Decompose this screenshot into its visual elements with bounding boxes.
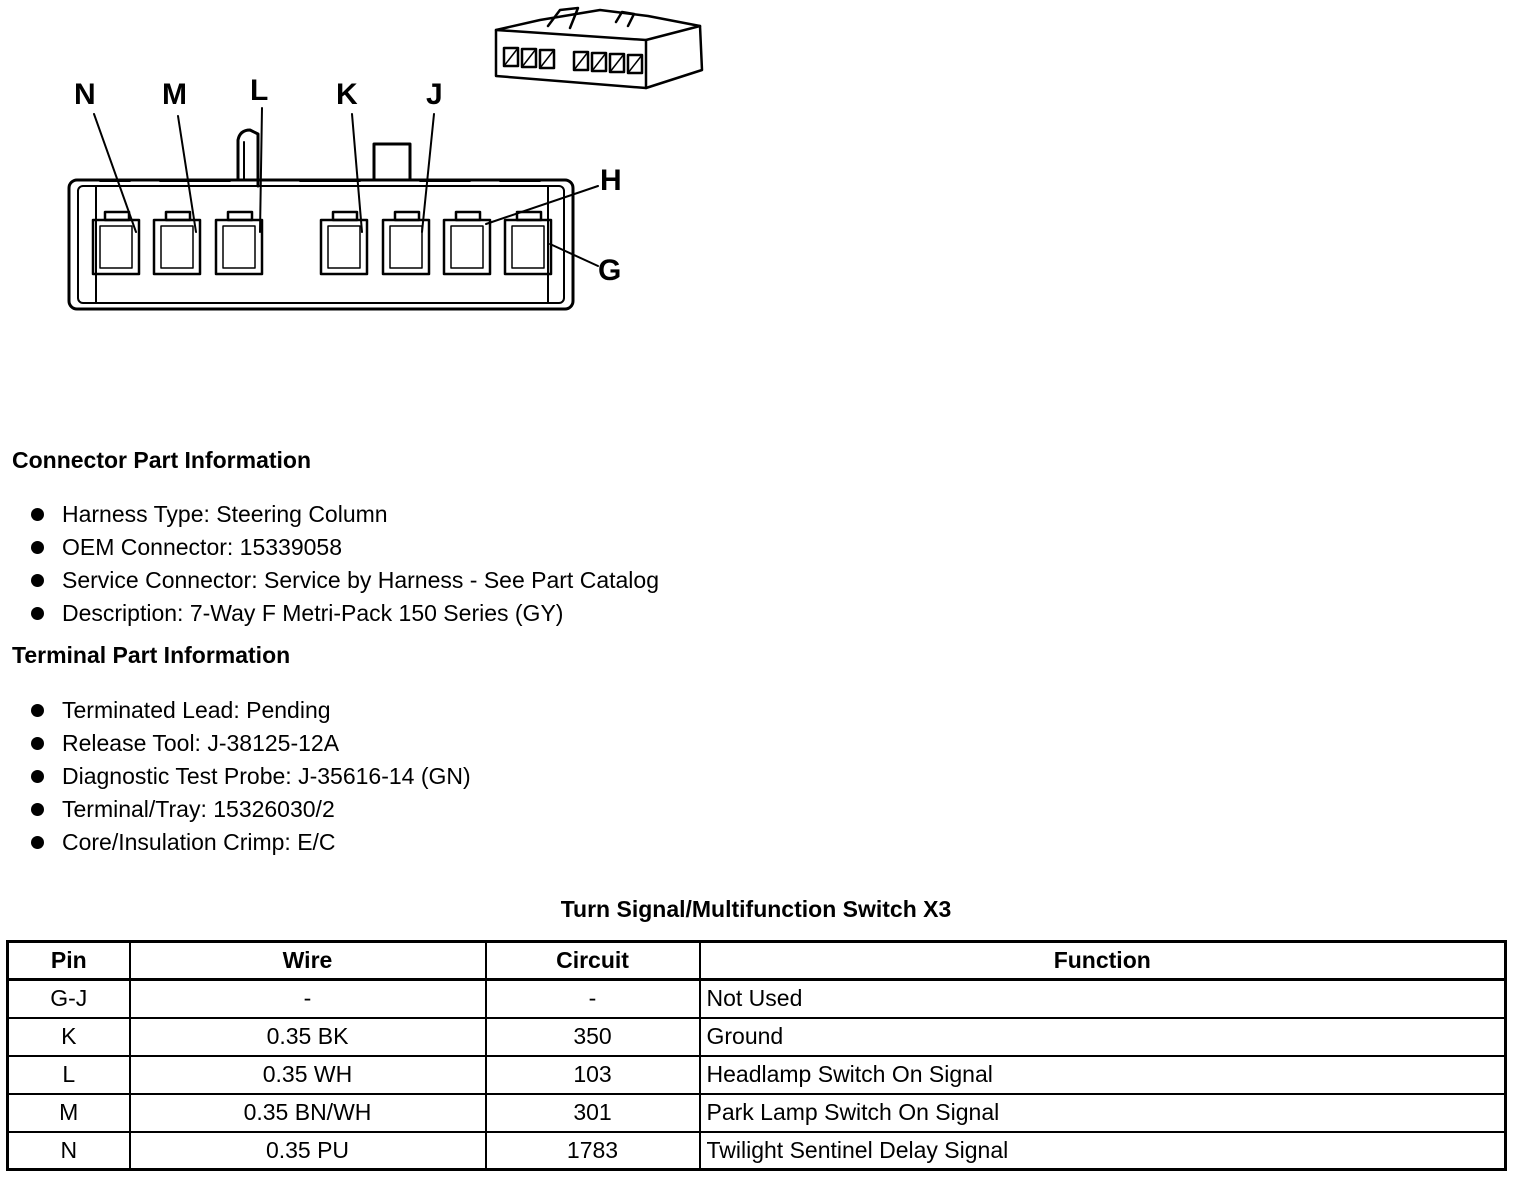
cell-wire: 0.35 BN/WH: [130, 1094, 486, 1132]
pin-label-l: L: [250, 74, 269, 107]
cavity-h: [444, 212, 490, 274]
column-header-pin: Pin: [8, 942, 130, 980]
cell-function: Park Lamp Switch On Signal: [700, 1094, 1506, 1132]
terminal-info-title: Terminal Part Information: [12, 642, 291, 668]
bullet-icon: [31, 803, 44, 816]
cell-pin: K: [8, 1018, 130, 1056]
terminal-info-list: [28, 694, 471, 859]
pin-label-k: K: [336, 78, 358, 111]
list-item: OEM Connector: 15339058: [28, 531, 659, 564]
table-title: Turn Signal/Multifunction Switch X3: [560, 896, 952, 922]
bullet-icon: [31, 770, 44, 783]
cell-function: Twilight Sentinel Delay Signal: [700, 1132, 1506, 1170]
pin-label-n: N: [74, 78, 96, 111]
connector-diagram: [0, 0, 760, 330]
pin-label-g: G: [598, 254, 622, 287]
table-row: [8, 1094, 1506, 1132]
terminal-cavities: [93, 212, 551, 274]
cell-circuit: 1783: [486, 1132, 700, 1170]
cell-function: Headlamp Switch On Signal: [700, 1056, 1506, 1094]
list-item: Diagnostic Test Probe: J-35616-14 (GN): [28, 760, 471, 793]
cell-wire: -: [130, 980, 486, 1018]
list-item: Description: 7-Way F Metri-Pack 150 Series (GY): [28, 597, 659, 630]
connector-info-title: Connector Part Information: [12, 447, 312, 473]
connector-isometric-sketch: [496, 8, 702, 88]
cell-function: Ground: [700, 1018, 1506, 1056]
bullet-icon: [31, 607, 44, 620]
table-row: [8, 1018, 1506, 1056]
table-row: [8, 980, 1506, 1018]
cell-function: Not Used: [700, 980, 1506, 1018]
cell-circuit: 103: [486, 1056, 700, 1094]
list-item: Terminated Lead: Pending: [28, 694, 471, 727]
cell-pin: G-J: [8, 980, 130, 1018]
bullet-icon: [31, 508, 44, 521]
table-row: [8, 1056, 1506, 1094]
pin-label-m: M: [162, 78, 187, 111]
pin-label-j: J: [426, 78, 443, 111]
column-header-function: Function: [700, 942, 1506, 980]
list-item: Harness Type: Steering Column: [28, 498, 659, 531]
pinout-table: [6, 940, 1507, 1171]
list-item: Core/Insulation Crimp: E/C: [28, 826, 471, 859]
cell-pin: M: [8, 1094, 130, 1132]
cell-pin: L: [8, 1056, 130, 1094]
bullet-icon: [31, 541, 44, 554]
cavity-m: [154, 212, 200, 274]
table-header-row: [8, 942, 1506, 980]
cell-wire: 0.35 WH: [130, 1056, 486, 1094]
cavity-l: [216, 212, 262, 274]
bullet-icon: [31, 836, 44, 849]
connector-info-list: [28, 498, 659, 630]
list-item: Release Tool: J-38125-12A: [28, 727, 471, 760]
column-header-circuit: Circuit: [486, 942, 700, 980]
table-row: [8, 1132, 1506, 1170]
pin-label-h: H: [600, 164, 622, 197]
bullet-icon: [31, 704, 44, 717]
cell-pin: N: [8, 1132, 130, 1170]
cell-circuit: -: [486, 980, 700, 1018]
cell-wire: 0.35 PU: [130, 1132, 486, 1170]
bullet-icon: [31, 737, 44, 750]
column-header-wire: Wire: [130, 942, 486, 980]
cavity-g: [505, 212, 551, 274]
bullet-icon: [31, 574, 44, 587]
cell-circuit: 350: [486, 1018, 700, 1056]
cell-circuit: 301: [486, 1094, 700, 1132]
cell-wire: 0.35 BK: [130, 1018, 486, 1056]
list-item: Terminal/Tray: 15326030/2: [28, 793, 471, 826]
list-item: Service Connector: Service by Harness - See Part Catalog: [28, 564, 659, 597]
